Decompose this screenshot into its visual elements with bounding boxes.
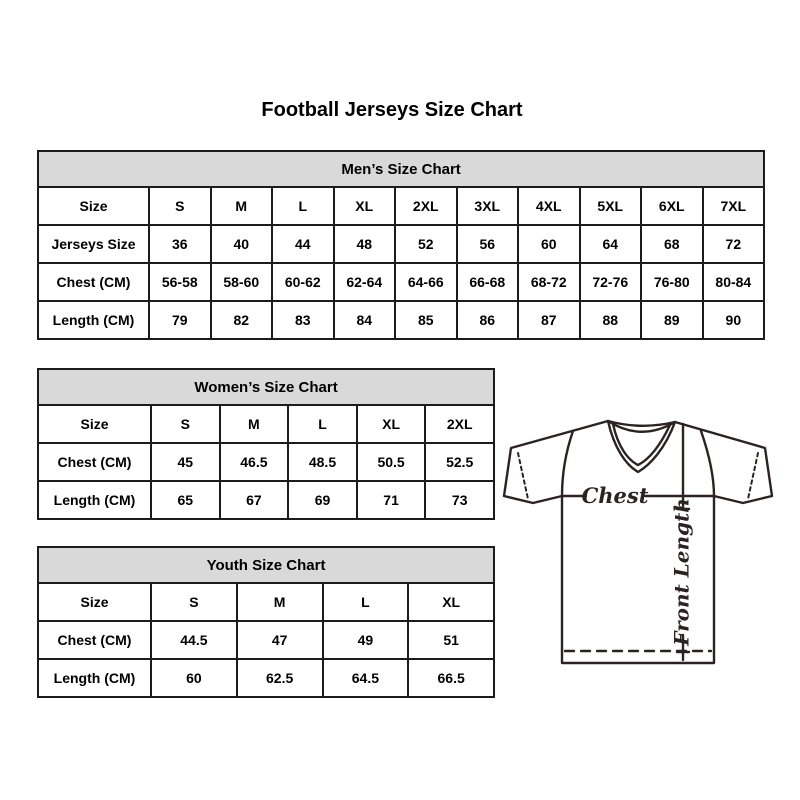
size-cell: 2XL [395, 187, 457, 225]
row-label: Chest (CM) [38, 443, 151, 481]
value-cell: 60 [151, 659, 237, 697]
youth-section-header-row [38, 547, 494, 583]
page-title: Football Jerseys Size Chart [261, 99, 523, 121]
size-cell: 3XL [457, 187, 519, 225]
value-cell: 73 [425, 481, 494, 519]
value-cell: 52.5 [425, 443, 494, 481]
size-cell: 5XL [580, 187, 642, 225]
left-armhole-seam-line [562, 431, 573, 496]
womens-size-table [37, 368, 495, 520]
womens-table-title: Women’s Size Chart [38, 369, 494, 405]
womens-chest-row [38, 443, 494, 481]
row-label: Size [38, 187, 149, 225]
value-cell: 58-60 [211, 263, 273, 301]
value-cell: 49 [323, 621, 409, 659]
size-cell: 2XL [425, 405, 494, 443]
value-cell: 69 [288, 481, 357, 519]
value-cell: 83 [272, 301, 334, 339]
value-cell: 76-80 [641, 263, 703, 301]
value-cell: 68 [641, 225, 703, 263]
youth-chest-row [38, 621, 494, 659]
size-cell: S [149, 187, 211, 225]
size-cell: M [220, 405, 289, 443]
row-label: Length (CM) [38, 659, 151, 697]
value-cell: 64.5 [323, 659, 409, 697]
value-cell: 65 [151, 481, 220, 519]
value-cell: 48.5 [288, 443, 357, 481]
value-cell: 62.5 [237, 659, 323, 697]
youth-size-table [37, 546, 495, 698]
youth-table-title: Youth Size Chart [38, 547, 494, 583]
value-cell: 50.5 [357, 443, 426, 481]
value-cell: 52 [395, 225, 457, 263]
value-cell: 82 [211, 301, 273, 339]
value-cell: 84 [334, 301, 396, 339]
mens-size-row [38, 187, 764, 225]
mens-chest-row [38, 263, 764, 301]
row-label: Size [38, 583, 151, 621]
row-label: Chest (CM) [38, 263, 149, 301]
size-cell: 7XL [703, 187, 765, 225]
size-cell: S [151, 405, 220, 443]
value-cell: 45 [151, 443, 220, 481]
row-label: Chest (CM) [38, 621, 151, 659]
value-cell: 47 [237, 621, 323, 659]
value-cell: 88 [580, 301, 642, 339]
size-cell: S [151, 583, 237, 621]
value-cell: 71 [357, 481, 426, 519]
value-cell: 56-58 [149, 263, 211, 301]
value-cell: 62-64 [334, 263, 396, 301]
value-cell: 68-72 [518, 263, 580, 301]
size-cell: XL [334, 187, 396, 225]
value-cell: 72 [703, 225, 765, 263]
value-cell: 79 [149, 301, 211, 339]
size-cell: XL [357, 405, 426, 443]
youth-length-row [38, 659, 494, 697]
value-cell: 36 [149, 225, 211, 263]
value-cell: 56 [457, 225, 519, 263]
value-cell: 46.5 [220, 443, 289, 481]
size-cell: XL [408, 583, 494, 621]
womens-size-row [38, 405, 494, 443]
value-cell: 44.5 [151, 621, 237, 659]
value-cell: 66.5 [408, 659, 494, 697]
chest-measure-label: Chest [581, 483, 649, 508]
jersey-outline-icon [504, 421, 772, 663]
mens-size-table [37, 150, 765, 340]
youth-size-row [38, 583, 494, 621]
mens-table-title: Men’s Size Chart [38, 151, 764, 187]
left-cuff-stitch-line [518, 453, 528, 499]
row-label: Jerseys Size [38, 225, 149, 263]
right-cuff-stitch-line [748, 453, 758, 499]
value-cell: 67 [220, 481, 289, 519]
mens-section-header-row [38, 151, 764, 187]
value-cell: 90 [703, 301, 765, 339]
row-label: Length (CM) [38, 301, 149, 339]
value-cell: 86 [457, 301, 519, 339]
value-cell: 60 [518, 225, 580, 263]
mens-length-row [38, 301, 764, 339]
value-cell: 85 [395, 301, 457, 339]
value-cell: 51 [408, 621, 494, 659]
front-length-measure-label: Front Length [669, 498, 694, 646]
value-cell: 66-68 [457, 263, 519, 301]
size-cell: 6XL [641, 187, 703, 225]
value-cell: 64 [580, 225, 642, 263]
size-cell: L [288, 405, 357, 443]
mens-jerseys-size-row [38, 225, 764, 263]
row-label: Size [38, 405, 151, 443]
value-cell: 44 [272, 225, 334, 263]
value-cell: 89 [641, 301, 703, 339]
value-cell: 60-62 [272, 263, 334, 301]
size-cell: L [323, 583, 409, 621]
right-armhole-seam-line [701, 431, 714, 496]
value-cell: 64-66 [395, 263, 457, 301]
size-cell: M [237, 583, 323, 621]
value-cell: 40 [211, 225, 273, 263]
value-cell: 87 [518, 301, 580, 339]
value-cell: 48 [334, 225, 396, 263]
womens-section-header-row [38, 369, 494, 405]
size-cell: L [272, 187, 334, 225]
womens-length-row [38, 481, 494, 519]
value-cell: 80-84 [703, 263, 765, 301]
jersey-diagram [498, 402, 778, 692]
row-label: Length (CM) [38, 481, 151, 519]
collar-v-inner-line [613, 424, 670, 465]
size-cell: M [211, 187, 273, 225]
size-cell: 4XL [518, 187, 580, 225]
value-cell: 72-76 [580, 263, 642, 301]
